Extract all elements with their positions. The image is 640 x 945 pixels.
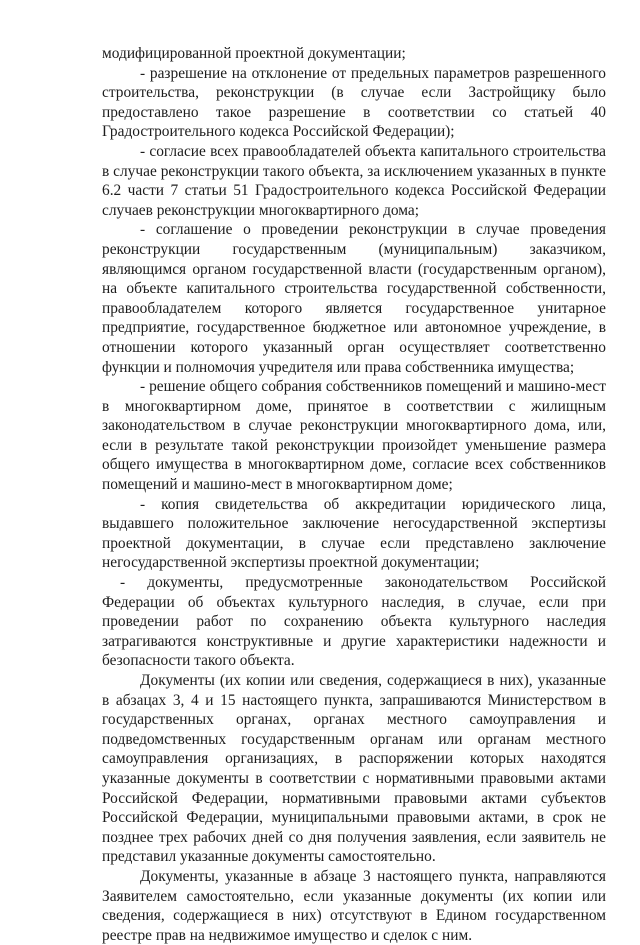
- document-page: [102, 44, 606, 945]
- paragraph-owners-consent: - согласие всех правообладателей объекта капитального строительства в случае реконструкции такого объекта, за исключением указанных в пункте 6.2 части 7 статьи 51 Градостроительного кодекса Российской Федерации случаев реконструкции многоквартирного дома;: [102, 142, 606, 219]
- paragraph-applicant-submission: Документы, указанные в абзаце 3 настоящего пункта, направляются Заявителем самостоятельно, если указанные документы (их копии или сведения, содержащиеся в них) отсутствуют в Едином государственном реестре прав на недвижимое имущество и сделок с ним.: [102, 867, 606, 944]
- paragraph-general-meeting-decision: - решение общего собрания собственников помещений и машино-мест в многоквартирном доме, принятое в соответствии с жилищным законодательством в случае реконструкции многоквартирного дома, или, если в результате такой реконструкции произойдет уменьшение размера общего имущества в многоквартирном доме, согласие всех собственников помещений и машино-мест в многоквартирном доме;: [102, 378, 606, 494]
- paragraph-cultural-heritage: - документы, предусмотренные законодательством Российской Федерации об объектах культурного наследия, в случае, если при проведении работ по сохранению объекта культурного наследия затрагиваются конструктивные и другие характеристики надежности и безопасности такого объекта.: [102, 574, 606, 670]
- paragraph-accreditation-certificate: - копия свидетельства об аккредитации юридического лица, выдавшего положительное заключение негосударственной экспертизы проектной документации, в случае если представлено заключение негосударственной экспертизы проектной документации;: [102, 495, 606, 572]
- paragraph-reconstruction-agreement: - соглашение о проведении реконструкции в случае проведения реконструкции государственным (муниципальным) заказчиком, являющимся органом государственной власти (государственным органом), на объекте капитального строительства государственной собственности, правообладателем которого является государственное унитарное предприятие, государственное бюджетное или автономное учреждение, в отношении которого указанный орган осуществляет соответственно функции и полномочия учредителя или права собственника имущества;: [102, 221, 606, 376]
- paragraph-deviation-permit: - разрешение на отклонение от предельных параметров разрешенного строительства, реконструкции (в случае если Застройщику было предоставлено такое разрешение в соответствии со статьей 40 Градостроительного кодекса Российской Федерации);: [102, 64, 606, 141]
- paragraph-continuation: модифицированной проектной документации;: [102, 45, 406, 62]
- paragraph-documents-request: Документы (их копии или сведения, содержащиеся в них), указанные в абзацах 3, 4 и 15 настоящего пункта, запрашиваются Министерством в государственных органах, органах местного самоуправления и подведомственных государственным органам или органам местного самоуправления организациях, в распоряжении которых находятся указанные документы в соответствии с нормативными правовыми актами Российской Федерации, нормативными правовыми актами субъектов Российской Федерации, муниципальными правовыми актами, в срок не позднее трех рабочих дней со дня получения заявления, если заявитель не представил указанные документы самостоятельно.: [102, 672, 606, 866]
